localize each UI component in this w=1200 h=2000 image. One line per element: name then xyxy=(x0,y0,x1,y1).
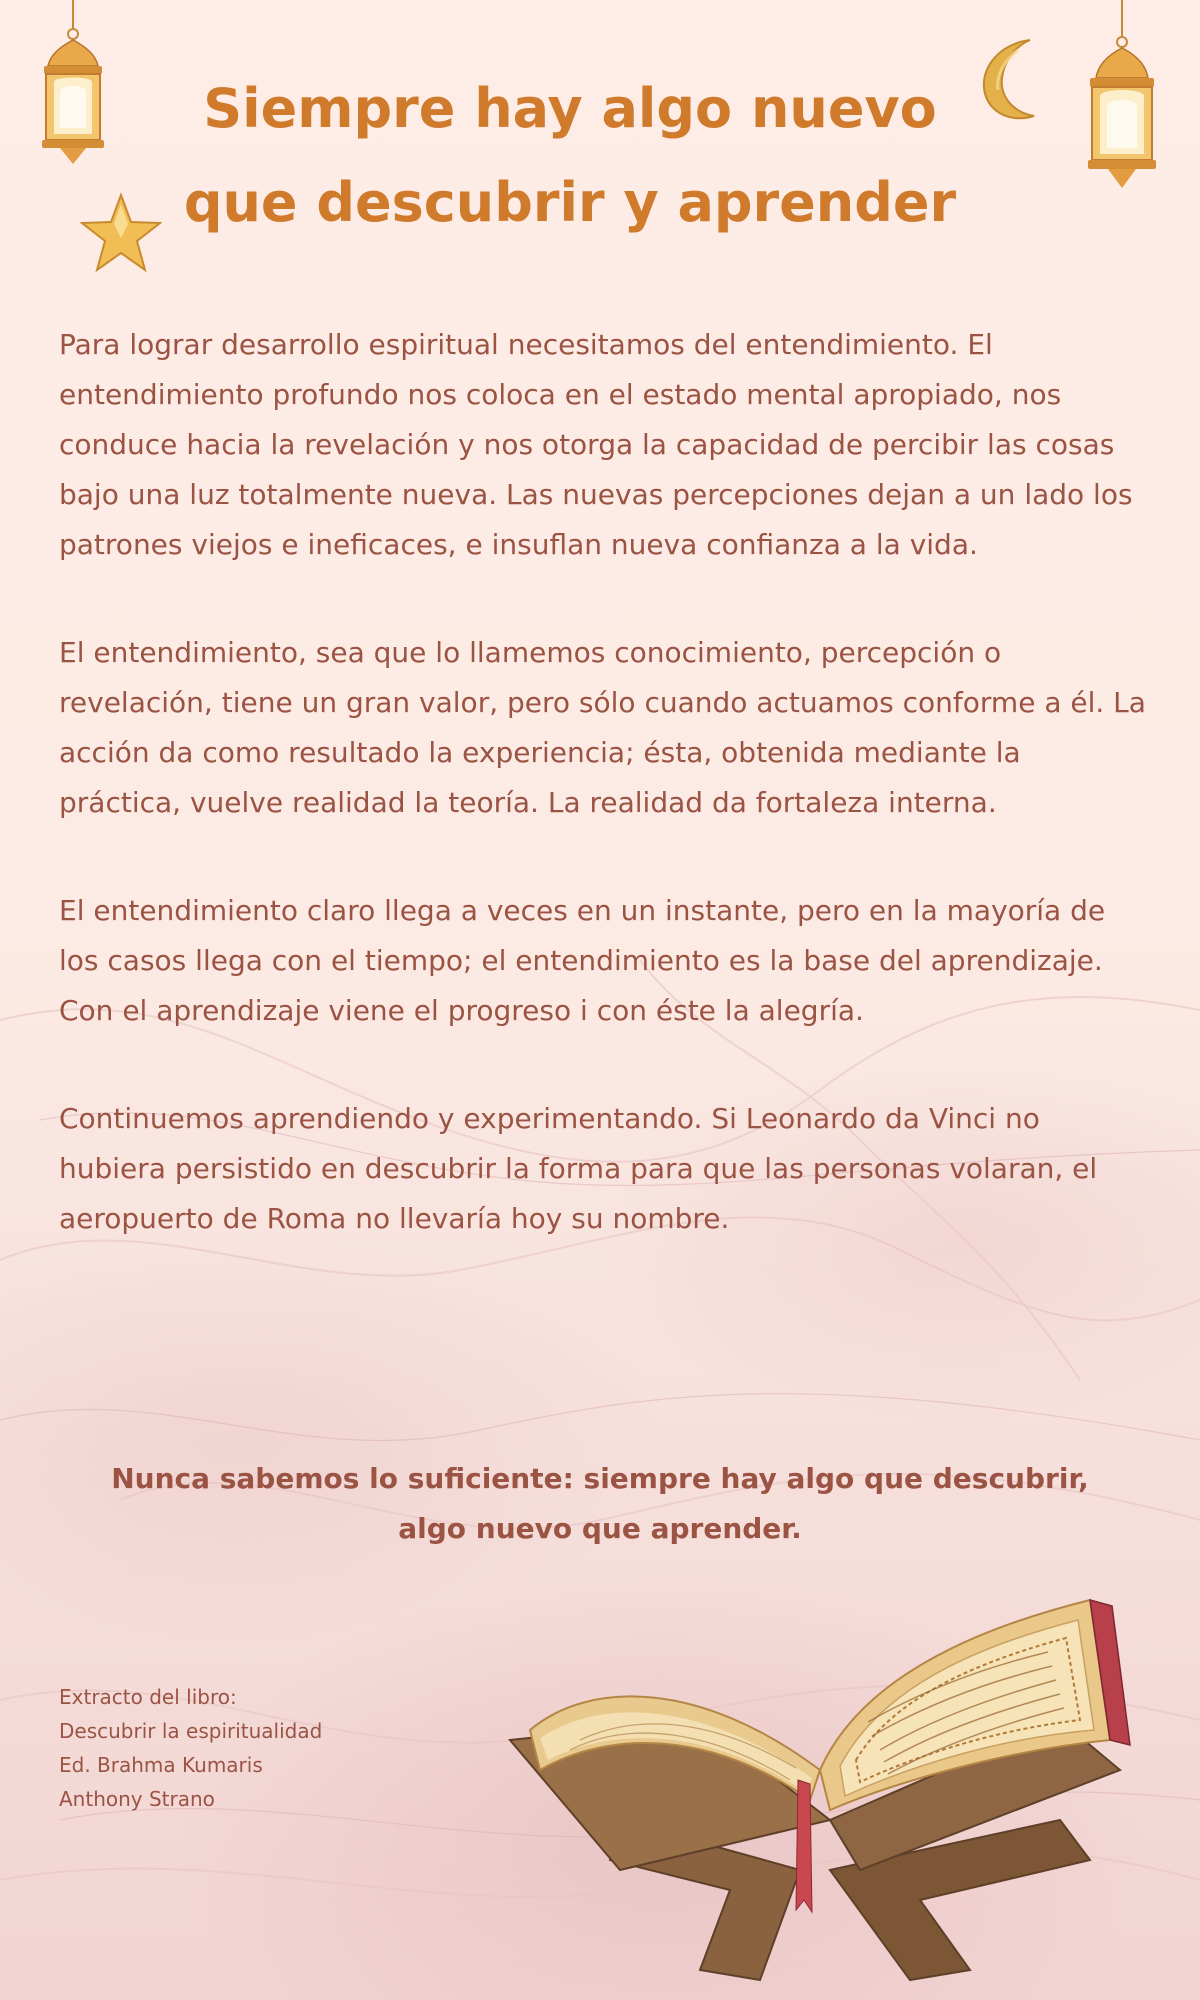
lantern-icon xyxy=(1076,0,1168,196)
quote-line-2: algo nuevo que aprender. xyxy=(398,1512,802,1545)
closing-quote xyxy=(60,1454,1140,1554)
quote-line-1: Nunca sabemos lo suficiente: siempre hay algo que descubrir, xyxy=(111,1462,1089,1495)
book-on-stand-icon xyxy=(500,1570,1140,1990)
title-line-2: que descubrir y aprender xyxy=(183,171,957,234)
crescent-moon-icon xyxy=(978,36,1058,122)
credits-line-3: Ed. Brahma Kumaris xyxy=(59,1753,263,1777)
paragraph-2: El entendimiento, sea que lo llamemos conocimiento, percepción o revelación, tiene un gran valor, pero sólo cuando actuamos conforme a él. La acción da como resultado la experiencia; ésta, obtenida mediante la práctica, vuelve realidad la teoría. La realidad da fortaleza interna. xyxy=(59,636,1146,819)
title-line-1: Siempre hay algo nuevo xyxy=(203,77,937,140)
credits-line-2: Descubrir la espiritualidad xyxy=(59,1719,323,1743)
paragraph-3: El entendimiento claro llega a veces en un instante, pero en la mayoría de los casos llega con el tiempo; el entendimiento es la base del aprendizaje. Con el aprendizaje viene el progreso i con éste la alegría. xyxy=(59,894,1106,1027)
paragraph-1: Para lograr desarrollo espiritual necesitamos del entendimiento. El entendimiento profundo nos coloca en el estado mental apropiado, nos conduce hacia la revelación y nos otorga la capacidad de percibir las cosas bajo una luz totalmente nueva. Las nuevas percepciones dejan a un lado los patrones viejos e ineficaces, e insuflan nueva confianza a la vida. xyxy=(59,328,1133,561)
credits-line-1: Extracto del libro: xyxy=(59,1685,237,1709)
lantern-icon xyxy=(30,0,116,170)
book-credits xyxy=(59,1680,322,1816)
paragraph-4: Continuemos aprendiendo y experimentando. Si Leonardo da Vinci no hubiera persistido en descubrir la forma para que las personas volaran, el aeropuerto de Roma no llevaría hoy su nombre. xyxy=(59,1102,1098,1235)
credits-line-4: Anthony Strano xyxy=(59,1787,215,1811)
page-title xyxy=(150,62,990,250)
article-body xyxy=(59,320,1149,1302)
